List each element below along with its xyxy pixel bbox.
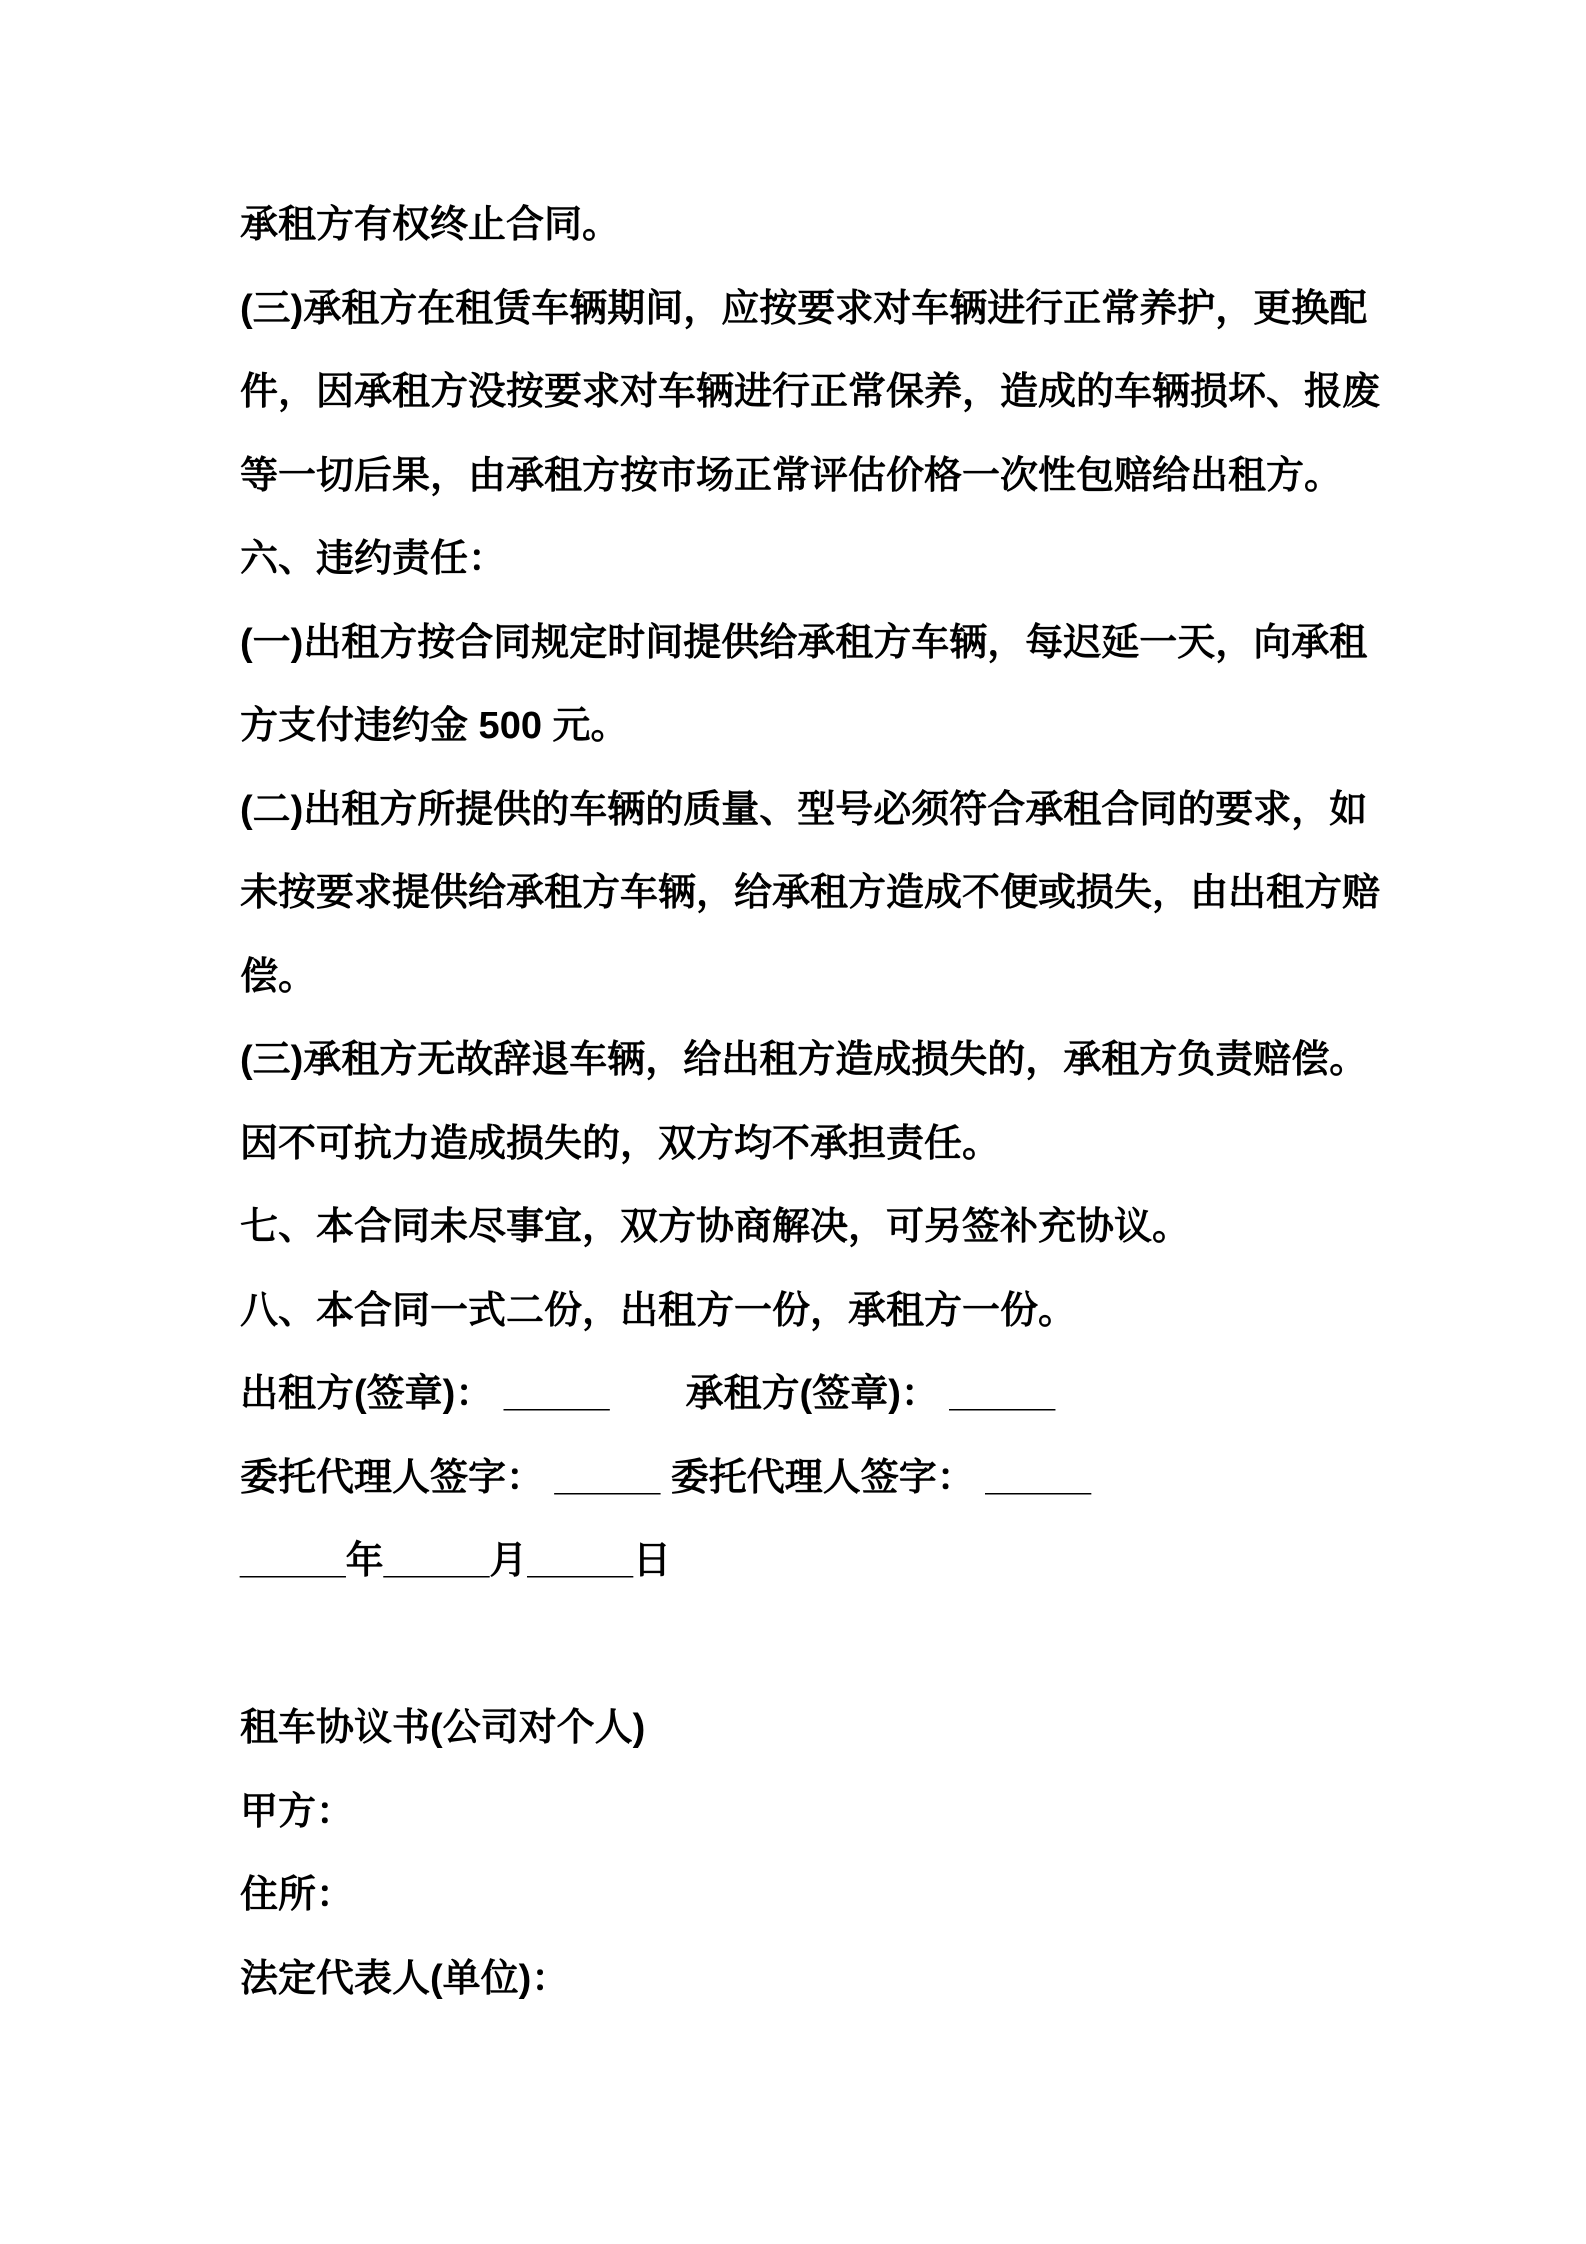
line-blank-spacer (240, 1604, 1400, 1688)
contract-text-block (240, 184, 1400, 2021)
line-clause-7: 七、本合同未尽事宜，双方协商解决，可另签补充协议。 (240, 1206, 1191, 1248)
line-clause-6-2-part-3: 偿。 (240, 955, 317, 998)
line-title-second-agreement: 租车协议书(公司对个人) (240, 1707, 646, 1749)
line-clause-6-3-part-1: (三)承租方无故辞退车辆，给出租方造成损失的，承租方负责赔偿。 (240, 1039, 1368, 1081)
line-clause-6-1-part-2: 方支付违约金 500 元。 (240, 705, 629, 747)
line-section-6-heading: 六、违约责任： (240, 538, 507, 580)
line-signature-lessor-lessee: 出租方(签章)： _____ 承租方(签章)： _____ (240, 1373, 1056, 1415)
line-clause-5-3-part-2: 件，因承租方没按要求对车辆进行正常保养，造成的车辆损坏、报废 (240, 371, 1381, 413)
line-party-a-label: 甲方： (240, 1790, 355, 1833)
line-clause-8: 八、本合同一式二份，出租方一份，承租方一份。 (240, 1289, 1077, 1332)
line-termination-clause-end: 承租方有权终止合同。 (240, 204, 621, 246)
line-clause-5-3-part-1: (三)承租方在租赁车辆期间，应按要求对车辆进行正常养护，更换配 (240, 287, 1368, 330)
line-date-blanks: _____年_____月_____日 (240, 1540, 672, 1582)
line-clause-5-3-part-3: 等一切后果，由承租方按市场正常评估价格一次性包赔给出租方。 (240, 454, 1343, 497)
line-clause-6-3-part-2: 因不可抗力造成损失的，双方均不承担责任。 (240, 1122, 1001, 1165)
line-legal-representative-label: 法定代表人(单位)： (240, 1957, 570, 2000)
line-agent-signatures: 委托代理人签字： _____ 委托代理人签字： _____ (240, 1456, 1092, 1499)
line-clause-6-1-part-1: (一)出租方按合同规定时间提供给承租方车辆，每迟延一天，向承租 (240, 621, 1368, 664)
line-address-label: 住所： (240, 1874, 355, 1916)
line-clause-6-2-part-1: (二)出租方所提供的车辆的质量、型号必须符合承租合同的要求，如 (240, 788, 1368, 831)
line-clause-6-2-part-2: 未按要求提供给承租方车辆，给承租方造成不便或损失，由出租方赔 (240, 872, 1381, 914)
